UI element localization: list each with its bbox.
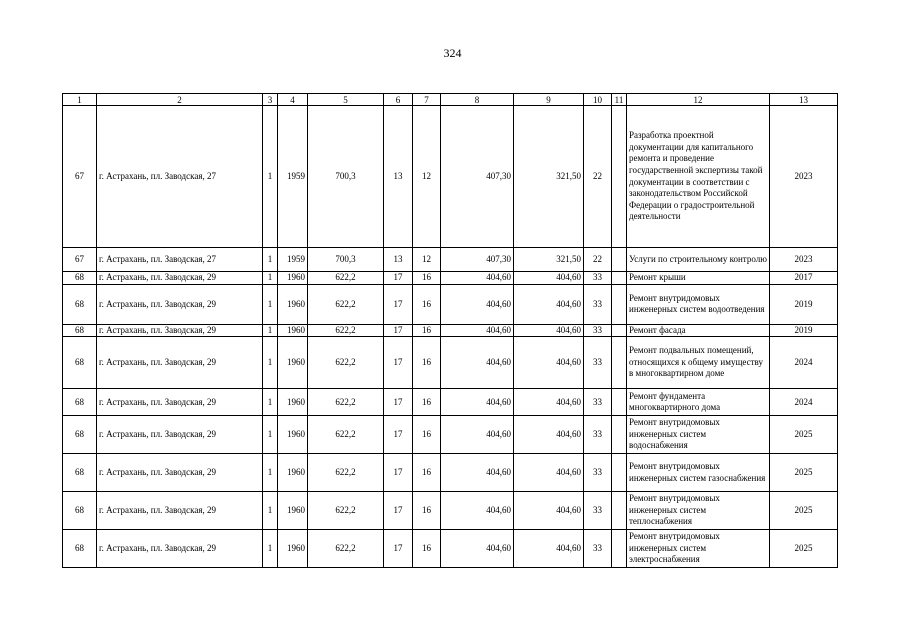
planned-year-cell: 2024 <box>770 337 838 389</box>
cell: 17 <box>384 389 413 416</box>
year-cell: 1959 <box>278 248 308 272</box>
work-type-cell <box>627 272 770 285</box>
address-cell: г. Астрахань, пл. Заводская, 29 <box>97 416 263 454</box>
area-cell: 622,2 <box>308 337 384 389</box>
work-type-text: Ремонт внутридомовых инженерных систем газоснабжения <box>629 461 766 483</box>
area-cell: 700,3 <box>308 248 384 272</box>
table-row <box>63 492 838 530</box>
planned-year-cell: 2025 <box>770 416 838 454</box>
year-cell: 1960 <box>278 284 308 324</box>
cell: 33 <box>584 284 612 324</box>
planned-year-cell: 2023 <box>770 106 838 248</box>
column-number: 5 <box>308 94 384 106</box>
table-row <box>63 337 838 389</box>
work-type-text: Разработка проектной документации для капитального ремонта и проведение государственной экспертизы такой документации в соответствии с законодательством Российской Федерации о градостроительной деятельности <box>629 130 763 222</box>
cell <box>612 530 627 568</box>
area-cell: 404,60 <box>441 416 514 454</box>
work-type-cell <box>627 492 770 530</box>
cell: 16 <box>413 389 441 416</box>
area-cell: 622,2 <box>308 272 384 285</box>
column-number: 2 <box>97 94 263 106</box>
address-cell: г. Астрахань, пл. Заводская, 29 <box>97 389 263 416</box>
area-cell: 404,60 <box>514 272 584 285</box>
work-type-cell <box>627 248 770 272</box>
year-cell: 1960 <box>278 324 308 337</box>
area-cell: 622,2 <box>308 530 384 568</box>
cell: 12 <box>413 106 441 248</box>
area-cell: 404,60 <box>514 454 584 492</box>
cell: 17 <box>384 284 413 324</box>
address-cell: г. Астрахань, пл. Заводская, 29 <box>97 324 263 337</box>
cell: 1 <box>263 416 278 454</box>
cell: 22 <box>584 248 612 272</box>
area-cell: 407,30 <box>441 248 514 272</box>
cell: 33 <box>584 324 612 337</box>
area-cell: 404,60 <box>441 530 514 568</box>
column-number: 3 <box>263 94 278 106</box>
cell <box>612 416 627 454</box>
work-type-text: Ремонт подвальных помещений, относящихся к общему имуществу в многоквартирном доме <box>629 345 763 379</box>
address-cell: г. Астрахань, пл. Заводская, 27 <box>97 106 263 248</box>
cell: 16 <box>413 492 441 530</box>
cell: 16 <box>413 284 441 324</box>
cell <box>612 106 627 248</box>
planned-year-cell: 2025 <box>770 492 838 530</box>
area-cell: 404,60 <box>441 337 514 389</box>
work-type-cell <box>627 284 770 324</box>
address-cell: г. Астрахань, пл. Заводская, 27 <box>97 248 263 272</box>
area-cell: 622,2 <box>308 492 384 530</box>
house-number-cell: 68 <box>63 454 97 492</box>
cell: 17 <box>384 272 413 285</box>
column-number: 7 <box>413 94 441 106</box>
cell: 1 <box>263 248 278 272</box>
cell: 16 <box>413 337 441 389</box>
cell <box>612 284 627 324</box>
work-type-text: Ремонт внутридомовых инженерных систем электроснабжения <box>629 531 720 565</box>
column-number: 13 <box>770 94 838 106</box>
cell: 16 <box>413 272 441 285</box>
cell: 17 <box>384 492 413 530</box>
cell: 33 <box>584 389 612 416</box>
area-cell: 404,60 <box>514 416 584 454</box>
planned-year-cell: 2019 <box>770 324 838 337</box>
table-row <box>63 284 838 324</box>
cell <box>612 492 627 530</box>
cell: 16 <box>413 530 441 568</box>
cell: 1 <box>263 530 278 568</box>
work-type-text: Ремонт фасада <box>629 324 686 335</box>
house-number-cell: 68 <box>63 284 97 324</box>
area-cell: 404,60 <box>441 324 514 337</box>
table-row <box>63 416 838 454</box>
cell: 13 <box>384 248 413 272</box>
house-number-cell: 68 <box>63 416 97 454</box>
year-cell: 1960 <box>278 454 308 492</box>
address-cell: г. Астрахань, пл. Заводская, 29 <box>97 454 263 492</box>
house-number-cell: 68 <box>63 324 97 337</box>
cell: 33 <box>584 337 612 389</box>
column-number: 4 <box>278 94 308 106</box>
cell: 1 <box>263 106 278 248</box>
year-cell: 1960 <box>278 492 308 530</box>
year-cell: 1960 <box>278 416 308 454</box>
cell: 1 <box>263 454 278 492</box>
page-number: 324 <box>443 46 462 60</box>
cell: 16 <box>413 324 441 337</box>
cell: 1 <box>263 284 278 324</box>
cell: 17 <box>384 324 413 337</box>
column-number: 9 <box>514 94 584 106</box>
area-cell: 404,60 <box>441 454 514 492</box>
year-cell: 1960 <box>278 389 308 416</box>
planned-year-cell: 2017 <box>770 272 838 285</box>
house-number-cell: 68 <box>63 337 97 389</box>
register-table <box>62 93 838 568</box>
table-row <box>63 106 838 248</box>
table-row <box>63 248 838 272</box>
cell: 1 <box>263 389 278 416</box>
cell: 16 <box>413 416 441 454</box>
area-cell: 404,60 <box>514 530 584 568</box>
area-cell: 404,60 <box>441 284 514 324</box>
area-cell: 622,2 <box>308 284 384 324</box>
area-cell: 321,50 <box>514 106 584 248</box>
area-cell: 404,60 <box>514 492 584 530</box>
area-cell: 622,2 <box>308 389 384 416</box>
table-row <box>63 389 838 416</box>
cell <box>612 389 627 416</box>
planned-year-cell: 2025 <box>770 454 838 492</box>
area-cell: 404,60 <box>514 284 584 324</box>
address-cell: г. Астрахань, пл. Заводская, 29 <box>97 272 263 285</box>
cell: 1 <box>263 324 278 337</box>
work-type-text: Ремонт внутридомовых инженерных систем теплоснабжения <box>629 493 720 527</box>
house-number-cell: 68 <box>63 272 97 285</box>
year-cell: 1960 <box>278 272 308 285</box>
work-type-cell <box>627 416 770 454</box>
cell: 33 <box>584 530 612 568</box>
work-type-cell <box>627 324 770 337</box>
cell: 33 <box>584 416 612 454</box>
address-cell: г. Астрахань, пл. Заводская, 29 <box>97 492 263 530</box>
work-type-text: Ремонт крыши <box>629 272 686 282</box>
area-cell: 622,2 <box>308 324 384 337</box>
work-type-cell <box>627 337 770 389</box>
cell <box>612 272 627 285</box>
work-type-cell <box>627 106 770 248</box>
house-number-cell: 68 <box>63 389 97 416</box>
cell: 33 <box>584 454 612 492</box>
cell: 22 <box>584 106 612 248</box>
cell: 33 <box>584 492 612 530</box>
table-row <box>63 530 838 568</box>
cell <box>612 337 627 389</box>
planned-year-cell: 2023 <box>770 248 838 272</box>
cell <box>612 454 627 492</box>
cell: 16 <box>413 454 441 492</box>
address-cell: г. Астрахань, пл. Заводская, 29 <box>97 530 263 568</box>
work-type-text: Ремонт внутридомовых инженерных систем водоотведения <box>629 292 765 315</box>
table-body <box>63 106 838 568</box>
area-cell: 404,60 <box>514 337 584 389</box>
area-cell: 622,2 <box>308 454 384 492</box>
cell: 1 <box>263 492 278 530</box>
area-cell: 321,50 <box>514 248 584 272</box>
cell: 12 <box>413 248 441 272</box>
house-number-cell: 68 <box>63 492 97 530</box>
column-number: 1 <box>63 94 97 106</box>
house-number-cell: 67 <box>63 248 97 272</box>
area-cell: 404,60 <box>514 324 584 337</box>
cell: 17 <box>384 530 413 568</box>
planned-year-cell: 2025 <box>770 530 838 568</box>
area-cell: 407,30 <box>441 106 514 248</box>
area-cell: 622,2 <box>308 416 384 454</box>
column-number: 11 <box>612 94 627 106</box>
work-type-text: Ремонт внутридомовых инженерных систем водоснабжения <box>629 417 720 451</box>
cell: 1 <box>263 337 278 389</box>
column-number: 8 <box>441 94 514 106</box>
cell: 1 <box>263 272 278 285</box>
area-cell: 404,60 <box>441 492 514 530</box>
cell: 17 <box>384 337 413 389</box>
year-cell: 1960 <box>278 337 308 389</box>
cell: 33 <box>584 272 612 285</box>
address-cell: г. Астрахань, пл. Заводская, 29 <box>97 284 263 324</box>
column-number: 10 <box>584 94 612 106</box>
area-cell: 404,60 <box>441 272 514 285</box>
table-row <box>63 454 838 492</box>
area-cell: 404,60 <box>514 389 584 416</box>
year-cell: 1960 <box>278 530 308 568</box>
cell: 17 <box>384 454 413 492</box>
work-type-text: Ремонт фундамента многоквартирного дома <box>629 390 721 413</box>
address-cell: г. Астрахань, пл. Заводская, 29 <box>97 337 263 389</box>
table-row <box>63 324 838 337</box>
house-number-cell: 68 <box>63 530 97 568</box>
work-type-cell <box>627 389 770 416</box>
area-cell: 700,3 <box>308 106 384 248</box>
planned-year-cell: 2024 <box>770 389 838 416</box>
work-type-cell <box>627 454 770 492</box>
column-number: 6 <box>384 94 413 106</box>
table-row <box>63 272 838 285</box>
cell: 17 <box>384 416 413 454</box>
work-type-text: Услуги по строительному контролю <box>629 253 767 264</box>
column-number-row <box>63 94 838 106</box>
year-cell: 1959 <box>278 106 308 248</box>
cell <box>612 248 627 272</box>
area-cell: 404,60 <box>441 389 514 416</box>
house-number-cell: 67 <box>63 106 97 248</box>
cell <box>612 324 627 337</box>
cell: 13 <box>384 106 413 248</box>
planned-year-cell: 2019 <box>770 284 838 324</box>
column-number: 12 <box>627 94 770 106</box>
work-type-cell <box>627 530 770 568</box>
